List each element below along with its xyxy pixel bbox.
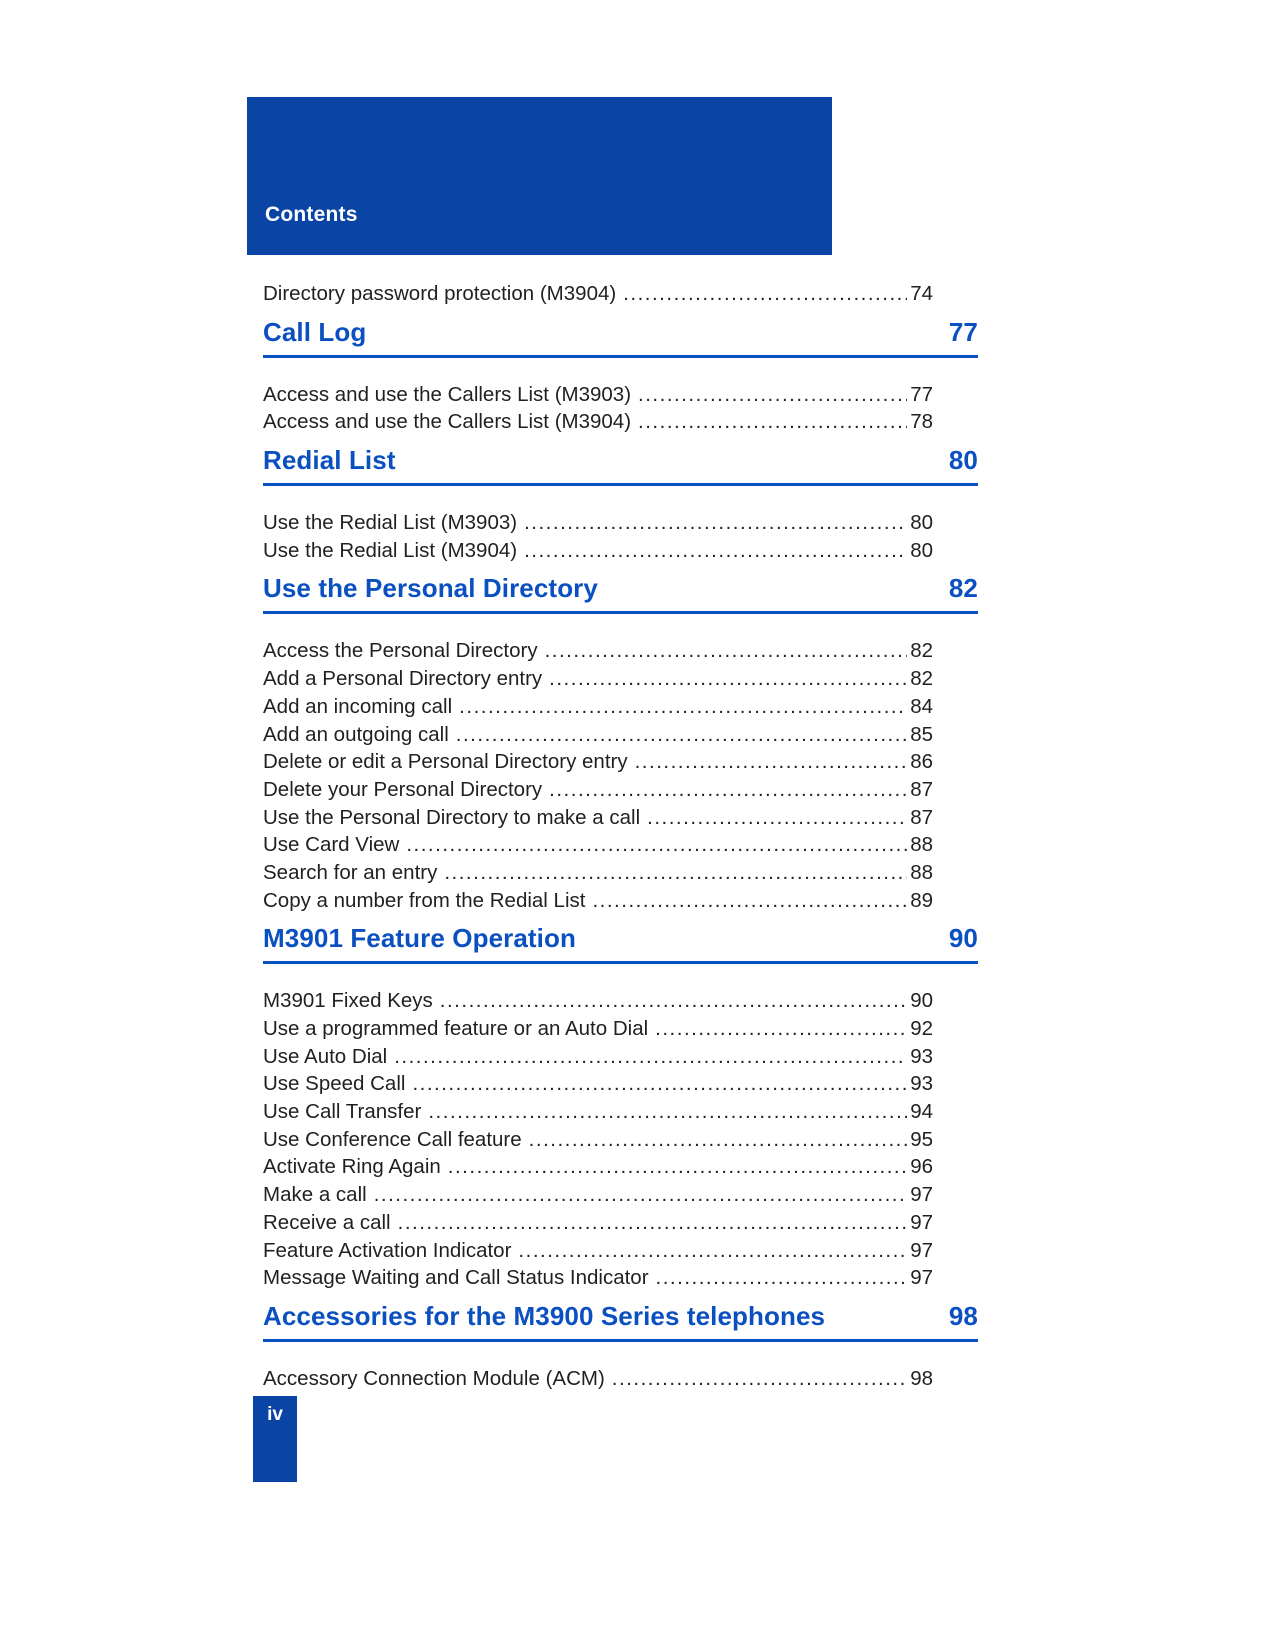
table-of-contents [263, 282, 978, 1395]
toc-entry-page: 97 [910, 1210, 933, 1234]
toc-entry[interactable] [263, 1045, 933, 1073]
toc-entry-label: Use the Redial List (M3903) [263, 511, 518, 535]
dot-leader [367, 1183, 907, 1207]
dot-leader [616, 282, 907, 306]
toc-entry-page: 92 [910, 1017, 933, 1040]
dot-leader [517, 511, 907, 535]
toc-section-personal-directory [263, 573, 978, 916]
footer-page-tab [253, 1396, 297, 1482]
section-page-number: 82 [948, 573, 978, 604]
section-page-number: 80 [948, 445, 978, 476]
toc-entry-page: 95 [910, 1127, 933, 1151]
toc-entry[interactable] [263, 1017, 933, 1045]
dot-leader [585, 889, 907, 913]
toc-entry[interactable] [263, 1100, 933, 1128]
dot-leader [542, 778, 907, 802]
toc-entry-label: Add an outgoing call [263, 722, 449, 746]
toc-entry-page: 87 [910, 777, 933, 801]
dot-leader [648, 1017, 907, 1041]
section-entries [263, 383, 978, 438]
section-heading[interactable] [263, 445, 978, 486]
section-page-number: 77 [948, 316, 978, 347]
dot-leader [452, 695, 907, 719]
dot-leader [628, 750, 907, 774]
toc-entry-label: Receive a call [263, 1210, 391, 1234]
section-entries [263, 1367, 978, 1395]
section-page-number: 98 [948, 1300, 978, 1331]
toc-entry-page: 82 [910, 667, 933, 691]
toc-entry[interactable] [263, 989, 933, 1017]
toc-entry-page: 86 [910, 750, 933, 774]
section-title: Use the Personal Directory [263, 573, 598, 604]
dot-leader [538, 639, 907, 663]
section-title: Accessories for the M3900 Series telephones [263, 1300, 826, 1331]
toc-section-m3901-feature-operation [263, 923, 978, 1294]
toc-entry-label: Message Waiting and Call Status Indicator [263, 1266, 649, 1290]
section-title: M3901 Feature Operation [263, 923, 576, 954]
toc-section-redial-list [263, 445, 978, 566]
dot-leader [511, 1239, 907, 1263]
section-heading[interactable] [263, 1301, 978, 1342]
toc-entry[interactable] [263, 383, 933, 411]
toc-entry[interactable] [263, 1239, 933, 1267]
dot-leader [631, 383, 907, 407]
toc-entry[interactable] [263, 511, 933, 539]
dot-leader [649, 1266, 907, 1290]
toc-entry-label: Directory password protection (M3904) [263, 282, 617, 305]
toc-entry-label: Activate Ring Again [263, 1155, 441, 1179]
toc-entry-page: 97 [910, 1266, 933, 1290]
toc-entry-label: Use Speed Call [263, 1072, 406, 1096]
toc-entry-label: Make a call [263, 1183, 367, 1207]
toc-entry-label: Use the Redial List (M3904) [263, 538, 518, 562]
dot-leader [631, 410, 907, 434]
toc-entry[interactable] [263, 861, 933, 889]
toc-entry-page: 89 [910, 888, 933, 912]
dot-leader [441, 1155, 907, 1179]
toc-entry-label: Feature Activation Indicator [263, 1238, 512, 1262]
toc-entry-page: 93 [910, 1072, 933, 1096]
toc-entry[interactable] [263, 889, 933, 917]
dot-leader [605, 1367, 907, 1391]
toc-entry[interactable] [263, 282, 933, 310]
toc-entry-page: 97 [910, 1183, 933, 1207]
toc-entry-label: Delete or edit a Personal Directory entry [263, 750, 628, 774]
section-heading[interactable] [263, 317, 978, 358]
toc-entry-page: 84 [910, 694, 933, 718]
toc-entry-label: Use the Personal Directory to make a call [263, 805, 641, 829]
section-heading[interactable] [263, 923, 978, 964]
toc-entry[interactable] [263, 806, 933, 834]
toc-entry-page: 94 [910, 1100, 933, 1124]
header-banner [247, 97, 832, 255]
toc-entry[interactable] [263, 539, 933, 567]
toc-entry-page: 80 [910, 511, 933, 535]
toc-entry[interactable] [263, 1128, 933, 1156]
dot-leader [640, 806, 907, 830]
toc-entry-page: 85 [910, 722, 933, 746]
toc-entry[interactable] [263, 667, 933, 695]
toc-entry-label: Access and use the Callers List (M3903) [263, 382, 632, 406]
toc-entry-page: 98 [910, 1366, 933, 1390]
section-entries [263, 639, 978, 916]
toc-entry-label: Use Auto Dial [263, 1044, 388, 1068]
toc-entry-page: 87 [910, 805, 933, 829]
toc-entry-label: M3901 Fixed Keys [263, 989, 433, 1013]
toc-entry[interactable] [263, 695, 933, 723]
toc-entry-page: 82 [910, 639, 933, 663]
dot-leader [391, 1211, 907, 1235]
toc-entry-label: Use Conference Call feature [263, 1127, 522, 1151]
dot-leader [522, 1128, 907, 1152]
dot-leader [433, 989, 907, 1013]
toc-entry-page: 97 [910, 1238, 933, 1262]
toc-entry-label: Copy a number from the Redial List [263, 888, 586, 912]
toc-entry[interactable] [263, 639, 933, 667]
toc-entry[interactable] [263, 1183, 933, 1211]
dot-leader [449, 723, 907, 747]
toc-entry-page: 80 [910, 538, 933, 562]
toc-entry-label: Accessory Connection Module (ACM) [263, 1366, 605, 1390]
section-entries [263, 511, 978, 566]
toc-entry-page: 90 [910, 989, 933, 1013]
section-heading[interactable] [263, 573, 978, 614]
toc-entry[interactable] [263, 1367, 933, 1395]
section-entries [263, 989, 978, 1294]
toc-entry[interactable] [263, 1072, 933, 1100]
toc-entry-label: Add an incoming call [263, 694, 453, 718]
dot-leader [437, 861, 907, 885]
dot-leader [399, 833, 907, 857]
section-title: Call Log [263, 316, 367, 347]
toc-entry-page: 74 [910, 282, 933, 305]
page-number: iv [267, 1404, 283, 1425]
dot-leader [517, 539, 907, 563]
toc-entry-page: 78 [910, 410, 933, 434]
toc-entry[interactable] [263, 1266, 933, 1294]
dot-leader [405, 1072, 907, 1096]
toc-entry-page: 77 [910, 382, 933, 406]
section-title: Redial List [263, 445, 396, 476]
page-title: Contents [265, 203, 358, 226]
toc-entry-label: Delete your Personal Directory [263, 777, 543, 801]
dot-leader [542, 667, 907, 691]
toc-entry[interactable] [263, 833, 933, 861]
toc-entry-label: Access the Personal Directory [263, 639, 538, 663]
toc-entry-label: Use Call Transfer [263, 1100, 422, 1124]
toc-entry[interactable] [263, 1155, 933, 1183]
toc-entry[interactable] [263, 778, 933, 806]
toc-entry-label: Use a programmed feature or an Auto Dial [263, 1017, 649, 1040]
toc-entry-page: 93 [910, 1044, 933, 1068]
toc-entry-label: Use Card View [263, 833, 400, 857]
toc-entry-label: Access and use the Callers List (M3904) [263, 410, 632, 434]
toc-entry[interactable] [263, 1211, 933, 1239]
toc-entry[interactable] [263, 750, 933, 778]
toc-section-call-log [263, 317, 978, 438]
toc-entry[interactable] [263, 723, 933, 751]
dot-leader [421, 1100, 907, 1124]
toc-entry-page: 88 [910, 833, 933, 857]
toc-entry[interactable] [263, 410, 933, 438]
toc-section-accessories [263, 1301, 978, 1395]
dot-leader [387, 1045, 907, 1069]
toc-entry-label: Search for an entry [263, 860, 438, 884]
toc-entry-page: 88 [910, 860, 933, 884]
toc-entry-page: 96 [910, 1155, 933, 1179]
section-page-number: 90 [948, 923, 978, 954]
toc-entry-label: Add a Personal Directory entry [263, 667, 543, 691]
